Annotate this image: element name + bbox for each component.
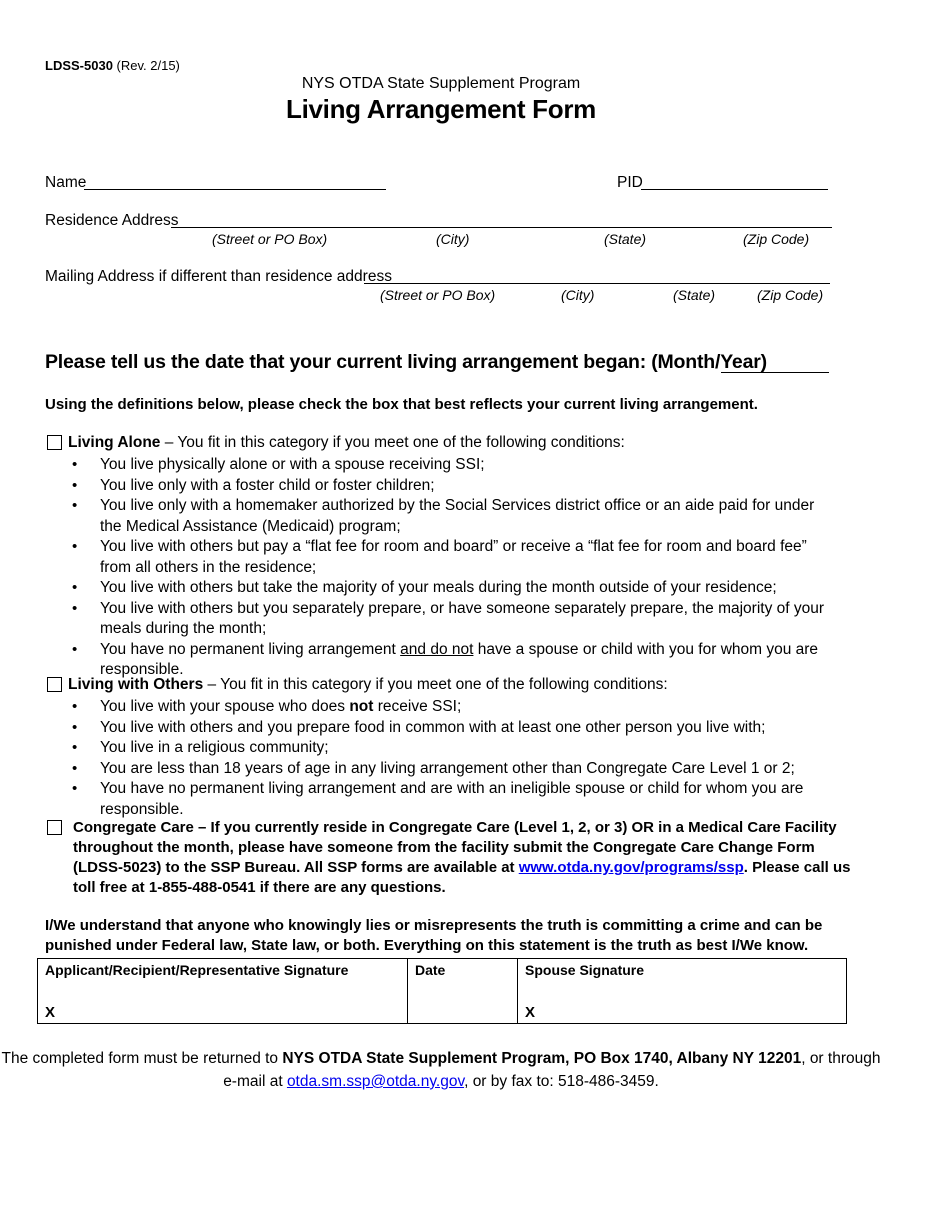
living-with-others-conditions [0,697,840,820]
mailing-street-caption: (Street or PO Box) [380,287,496,303]
mailing-address-field[interactable] [364,283,830,284]
pid-label: PID [617,174,643,191]
residence-city-caption: (City) [436,231,470,247]
mailing-city-caption: (City) [561,287,595,303]
list-item: • You live with others but take the majority of your meals during the month outside of your residence; [0,578,840,599]
date-label: Date [415,962,446,978]
page-title: Living Arrangement Form [286,94,596,124]
date-question: Please tell us the date that your current living arrangement began: (Month/Year) [45,351,767,373]
living-alone-heading: Living Alone – You fit in this category if you meet one of the following conditions: [68,434,625,451]
spouse-signature-mark: X [525,1004,536,1021]
residence-address-label: Residence Address [45,212,179,229]
applicant-signature-cell[interactable] [38,959,408,1024]
applicant-signature-label: Applicant/Recipient/Representative Signature [45,962,349,978]
date-field[interactable] [721,372,829,373]
mailing-address-label: Mailing Address if different than residence address [45,268,392,285]
applicant-signature-mark: X [45,1004,56,1021]
list-item: • You live with others but you separately prepare, or have someone separately prepare, the majority of your meals during the month; [0,599,840,640]
instructions: Using the definitions below, please check the box that best reflects your current living arrangement. [45,396,758,413]
list-item: • You live in a religious community; [0,738,840,759]
spouse-signature-label: Spouse Signature [525,962,645,978]
form-number: LDSS-5030 (Rev. 2/15) [45,58,180,73]
living-alone-conditions [0,455,840,681]
congregate-care-checkbox[interactable] [47,820,62,835]
mailing-state-caption: (State) [673,287,716,303]
residence-state-caption: (State) [604,231,647,247]
living-with-others-checkbox[interactable] [47,677,62,692]
email-link[interactable]: otda.sm.ssp@otda.ny.gov [286,1073,465,1090]
list-item: • You live only with a homemaker authorized by the Social Services district office or an aide paid for under the Medical Assistance (Medicaid) program; [0,496,840,537]
residence-street-caption: (Street or PO Box) [212,231,328,247]
list-item: • You have no permanent living arrangement and are with an ineligible spouse or child for whom you are responsible. [0,779,840,820]
list-item: • You have no permanent living arrangement and do not have a spouse or child with you for whom you are responsible. [0,640,840,681]
program-name: NYS OTDA State Supplement Program [301,75,581,92]
pid-field[interactable] [641,189,828,190]
residence-address-field[interactable] [171,227,832,228]
name-label: Name [45,174,87,191]
living-alone-checkbox[interactable] [47,435,62,450]
signature-table [37,958,847,1024]
ssp-forms-link[interactable]: www.otda.ny.gov/programs/ssp [518,859,744,876]
list-item: • You live physically alone or with a spouse receiving SSI; [0,455,840,476]
attestation-statement: I/We understand that anyone who knowingly lies or misrepresents the truth is committing a crime and can be punished under Federal law, State law, or both. Everything on this statement is the truth as best I/We know. [45,917,823,954]
return-instructions: The completed form must be returned to NYS OTDA State Supplement Program, PO Box 1740, Albany NY 12201, or through e-mail at otda.sm.ssp@otda.ny.gov, or by fax to: 518-486-3459. [1,1050,881,1090]
name-field[interactable] [84,189,386,190]
list-item: • You live with others but pay a “flat fee for room and board” or receive a “flat fee for room and board fee” from all others in the residence; [0,537,840,578]
list-item: • You live with your spouse who does not receive SSI; [0,697,840,718]
mailing-zip-caption: (Zip Code) [757,287,824,303]
list-item: • You are less than 18 years of age in any living arrangement other than Congregate Care Level 1 or 2; [0,759,840,780]
list-item: • You live only with a foster child or foster children; [0,476,840,497]
congregate-care-text: Congregate Care – If you currently reside in Congregate Care (Level 1, 2, or 3) OR in a Medical Care Facility throughout the month, please have someone from the facility submit the Congregate Care Change Form (LDSS-5023) to the SSP Bureau. All SSP forms are available at www.otda.ny.gov/programs/ssp. Please call us toll free at 1-855-488-0541 if there are any questions. [73,819,851,896]
spouse-signature-cell[interactable] [518,959,847,1024]
list-item: • You live with others and you prepare food in common with at least one other person you live with; [0,718,840,739]
residence-zip-caption: (Zip Code) [743,231,810,247]
living-with-others-heading: Living with Others – You fit in this category if you meet one of the following conditions: [68,676,668,693]
date-signature-cell[interactable] [408,959,518,1024]
